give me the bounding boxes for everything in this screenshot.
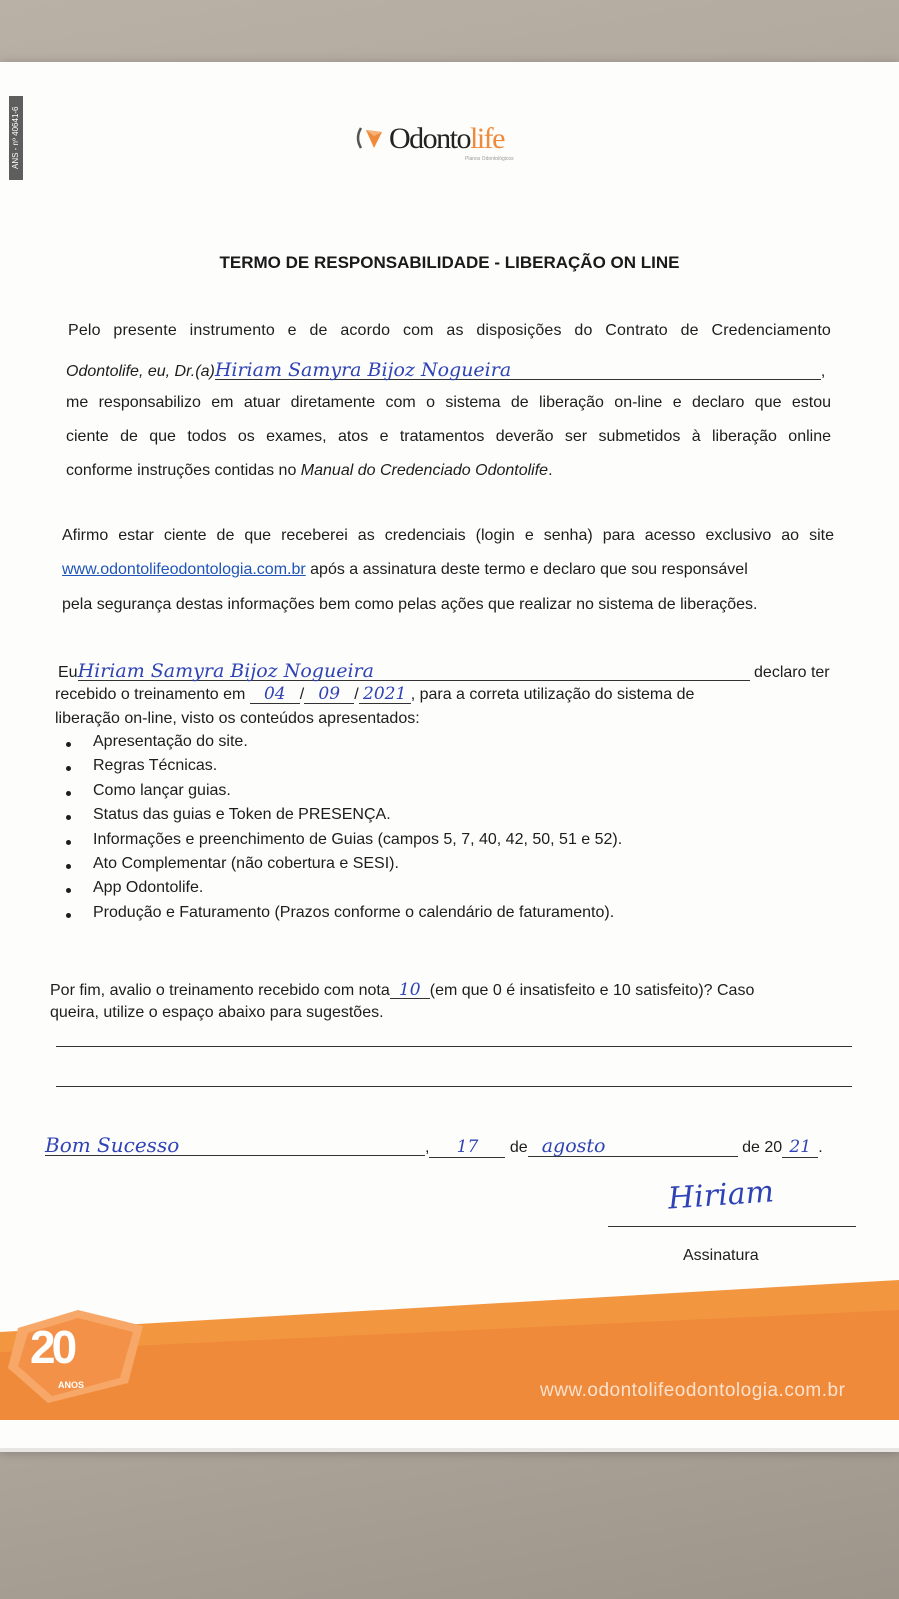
footer-website-url: www.odontolifeodontologia.com.br: [540, 1380, 846, 1401]
date-line-end: .: [818, 1139, 823, 1156]
website-link[interactable]: www.odontolifeodontologia.com.br: [62, 561, 306, 578]
month-handwritten: agosto: [528, 1136, 738, 1157]
de-label: de: [509, 1139, 528, 1156]
city-handwritten: Bom Sucesso: [45, 1135, 425, 1156]
p2-line-1-text: Afirmo estar ciente de que receberei as credenciais (login e senha) para acesso exclusivo ao site: [62, 527, 834, 544]
p1-line-2-prefix: Odontolife, eu, Dr.(a): [66, 363, 215, 380]
list-item: Produção e Faturamento (Prazos conforme o calendário de faturamento).: [63, 904, 622, 928]
trainee-name-handwritten: Hiriam Samyra Bijoz Nogueira: [78, 662, 750, 681]
para-correta-label: para a correta utilização do sistema de: [419, 686, 695, 703]
training-year-handwritten: 2021: [359, 686, 411, 704]
p1-line-3-text: me responsabilizo em atuar diretamente com o sistema de liberação on-line e declaro que estou: [66, 394, 831, 411]
rating-suffix: (em que 0 é insatisfeito e 10 satisfeito)? Caso: [429, 982, 755, 999]
eu-label: Eu: [58, 664, 78, 681]
rating-prefix: Por fim, avalio o treinamento recebido com nota: [50, 982, 390, 999]
list-item: Ato Complementar (não cobertura e SESI).: [63, 855, 622, 879]
signature-label: Assinatura: [683, 1247, 759, 1264]
liberacao-label: liberação on-line, visto os conteúdos apresentados:: [55, 710, 420, 727]
list-item: Informações e preenchimento de Guias (campos 5, 7, 40, 42, 50, 51 e 52).: [63, 831, 622, 855]
suggestion-line-2: [56, 1086, 852, 1087]
odontolife-logo: [355, 120, 555, 160]
badge-word: ANOS: [58, 1380, 85, 1390]
manual-title: Manual do Credenciado Odontolife: [300, 462, 549, 479]
year-prefix-label: de 20: [742, 1139, 783, 1156]
list-item: Regras Técnicas.: [63, 757, 622, 781]
paper-edge: [0, 1448, 899, 1452]
list-item: App Odontolife.: [63, 879, 622, 903]
suggestion-line-1: [56, 1046, 852, 1047]
rating-value-handwritten: 10: [390, 982, 430, 999]
ans-registration-tag: ANS - nº 40641-6: [9, 96, 23, 180]
day-handwritten: 17: [429, 1137, 505, 1158]
rating-line-2-text: queira, utilize o espaço abaixo para sugestões.: [50, 1004, 384, 1021]
declaro-label: declaro ter: [754, 664, 830, 681]
year-handwritten: 21: [782, 1137, 818, 1158]
p2-line-2-rest: após a assinatura deste termo e declaro que sou responsável: [305, 561, 748, 578]
logo-wordmark: [389, 122, 504, 156]
document-title: TERMO DE RESPONSABILIDADE - LIBERAÇÃO ON LINE: [219, 253, 680, 272]
logo-subtitle: Planos Odontológicos: [465, 156, 514, 162]
p1-line-5-suffix: .: [548, 462, 553, 479]
signature-handwritten: Hiriam: [666, 1174, 776, 1217]
p1-line-5-prefix: conforme instruções contidas no: [66, 462, 301, 479]
p1-line-4-text: ciente de que todos os exames, atos e tratamentos deverão ser submetidos à liberação online: [66, 428, 831, 445]
list-item: Apresentação do site.: [63, 733, 622, 757]
training-day-handwritten: 04: [250, 686, 300, 704]
p1-line-1-text: Pelo presente instrumento e de acordo com as disposições do Contrato de Credenciamento: [68, 322, 831, 339]
training-month-handwritten: 09: [304, 686, 354, 704]
recebido-label: recebido o treinamento em: [55, 686, 246, 703]
p1-line-2-suffix: ,: [820, 363, 826, 380]
anniversary-badge-icon: [8, 1308, 148, 1408]
signature-line: [608, 1226, 856, 1227]
content-list: [63, 733, 622, 928]
p2-line-3-text: pela segurança destas informações bem como pelas ações que realizar no sistema de liberações.: [62, 596, 758, 613]
doctor-name-handwritten: Hiriam Samyra Bijoz Nogueira: [215, 361, 821, 380]
logo-main-text: Odonto: [389, 122, 470, 155]
list-item: Status das guias e Token de PRESENÇA.: [63, 806, 622, 830]
logo-accent-text: life: [470, 122, 504, 155]
logo-mark-icon: [355, 124, 385, 152]
badge-number: 20: [30, 1321, 74, 1373]
p1-line-1: [68, 322, 831, 340]
list-item: Como lançar guias.: [63, 782, 622, 806]
